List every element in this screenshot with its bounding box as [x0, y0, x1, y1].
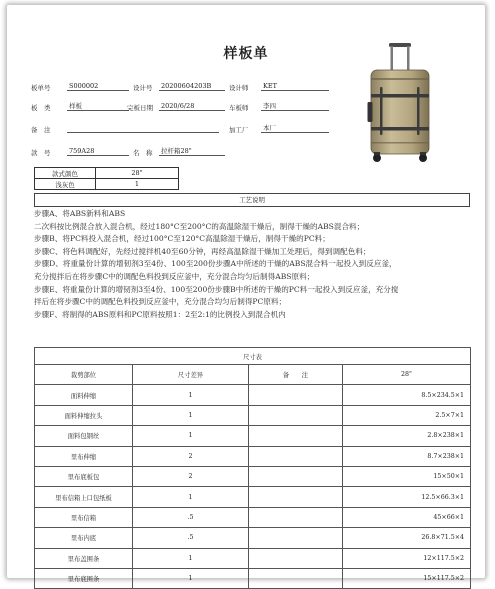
cell-diff: .5	[133, 528, 249, 548]
cell-part: 里布底围条	[35, 568, 133, 588]
color-table	[34, 167, 179, 190]
cell-part: 里布底板包	[35, 466, 133, 486]
cell-remark	[249, 446, 343, 466]
step-line: 步骤C、将色料调配好，先经过搅拌机40至60分钟，再经高温除湿干燥加工处理后，得到调配色料；	[34, 246, 371, 256]
cell-part: 面料包钢丝	[35, 426, 133, 446]
cell-part: 里布内底	[35, 528, 133, 548]
table-row	[35, 426, 471, 446]
qty-cell: 1	[96, 179, 179, 190]
label-name: 名 称	[133, 149, 153, 157]
cell-remark	[249, 568, 343, 588]
table-row	[35, 446, 471, 466]
cell-size: 45×66×1	[343, 507, 471, 527]
cell-diff: 2	[133, 466, 249, 486]
col-header-28: 28"	[343, 365, 471, 385]
label-sample-type: 板 类	[31, 104, 51, 112]
label-finish-date: 完板日期	[127, 104, 153, 112]
cell-remark	[249, 487, 343, 507]
craft-description-header: 工艺说明	[34, 193, 470, 207]
col-header-size-diff: 尺寸差异	[133, 365, 249, 385]
cell-part: 里布盖围条	[35, 548, 133, 568]
value-finish-date: 2020/6/28	[159, 101, 225, 111]
cell-diff: 1	[133, 405, 249, 425]
table-row	[35, 487, 471, 507]
cell-part: 里布伸缩	[35, 446, 133, 466]
cell-size: 12.5×66.3×1	[343, 487, 471, 507]
cell-diff: 2	[133, 446, 249, 466]
size-header: 28"	[96, 168, 179, 179]
sample-sheet	[7, 5, 485, 584]
table-row	[35, 466, 471, 486]
cell-diff: 1	[133, 487, 249, 507]
suitcase-image	[365, 42, 435, 164]
value-designer: KET	[261, 81, 329, 91]
value-name: 拉杆箱28"	[159, 146, 225, 156]
cell-diff: 1	[133, 385, 249, 405]
step-line: 步骤D、将重量份计算的增韧剂3至4份、100至200份步骤A中所述的干燥的ABS混合料一起投入到反应釜，	[34, 259, 397, 269]
cell-size: 8.7×238×1	[343, 446, 471, 466]
cell-remark	[249, 466, 343, 486]
page-title: 样板单	[223, 46, 269, 62]
step-line: 拌后在将步骤C中的调配色料投到反应釜中，充分混合均匀后制得PC原料；	[34, 297, 287, 307]
cell-remark	[249, 507, 343, 527]
value-remarks	[67, 123, 219, 133]
value-factory: 本厂	[261, 123, 329, 133]
cell-part: 里布信箱	[35, 507, 133, 527]
cell-remark	[249, 426, 343, 446]
cell-part: 里布信箱上口包纸板	[35, 487, 133, 507]
value-design-no: 20200604203B	[159, 81, 225, 91]
cell-size: 8.5×234.5×1	[343, 385, 471, 405]
step-line: 步骤F、将制得的ABS原料和PC原料按照1：2至2:1的比例投入到混合机内	[34, 309, 286, 319]
cell-remark	[249, 405, 343, 425]
table-row	[35, 568, 471, 588]
step-line: 步骤E、将重量份计算的增韧剂3至4份、100至200份步骤B中所述的干燥的PC料一起投入到反应釜，充分搅	[34, 284, 399, 294]
cell-part: 面料伸缩拉头	[35, 405, 133, 425]
step-line: 步骤A、将ABS新料和ABS	[34, 209, 126, 218]
cell-size: 2.5×7×1	[343, 405, 471, 425]
step-line: 充分搅拌后在将步骤C中的调配色料投到反应釜中，充分混合均匀后制得ABS原料；	[34, 271, 315, 281]
cell-remark	[249, 548, 343, 568]
cell-size: 26.8×71.5×4	[343, 528, 471, 548]
cell-diff: 1	[133, 426, 249, 446]
label-sewer: 车板师	[229, 104, 249, 112]
value-sample-type: 样板	[67, 101, 129, 111]
cell-size: 15×117.5×2	[343, 568, 471, 588]
label-design-no: 设计号	[133, 84, 153, 92]
table-row	[35, 385, 471, 405]
cell-diff: .5	[133, 507, 249, 527]
label-remarks: 备 注	[31, 126, 51, 134]
label-style-no: 款 号	[31, 149, 51, 157]
label-sheet-no: 板单号	[31, 84, 51, 92]
process-steps	[34, 208, 479, 321]
value-style-no: 759A28	[67, 146, 129, 156]
col-header-remarks: 备 注	[249, 365, 343, 385]
size-table-caption: 尺寸表	[35, 348, 471, 365]
value-sewer: 李四	[261, 101, 329, 111]
table-row	[35, 507, 471, 527]
col-header-cut-part: 裁剪部位	[35, 365, 133, 385]
cell-diff: 1	[133, 548, 249, 568]
color-cell: 浅灰色	[35, 179, 96, 190]
table-row	[35, 528, 471, 548]
cell-size: 15×50×1	[343, 466, 471, 486]
table-row	[35, 548, 471, 568]
cell-size: 12×117.5×2	[343, 548, 471, 568]
label-factory: 加工厂	[229, 126, 249, 134]
step-line: 二次料按比例混合放入混合机，经过180°C至200°C的高温除湿干燥后，制得干燥的ABS混合料；	[34, 221, 365, 231]
cell-remark	[249, 385, 343, 405]
label-designer: 设计师	[229, 84, 249, 92]
value-sheet-no: S000002	[67, 81, 129, 91]
cell-part: 面料伸缩	[35, 385, 133, 405]
cell-size: 2.8×238×1	[343, 426, 471, 446]
step-line: 步骤B、将PC料投入混合机，经过100°C至120°C高温除湿干燥后，制得干燥的PC料；	[34, 234, 330, 244]
color-header: 款式颜色	[35, 168, 96, 179]
table-row	[35, 405, 471, 425]
size-table	[34, 347, 471, 589]
cell-diff: 1	[133, 568, 249, 588]
cell-remark	[249, 528, 343, 548]
